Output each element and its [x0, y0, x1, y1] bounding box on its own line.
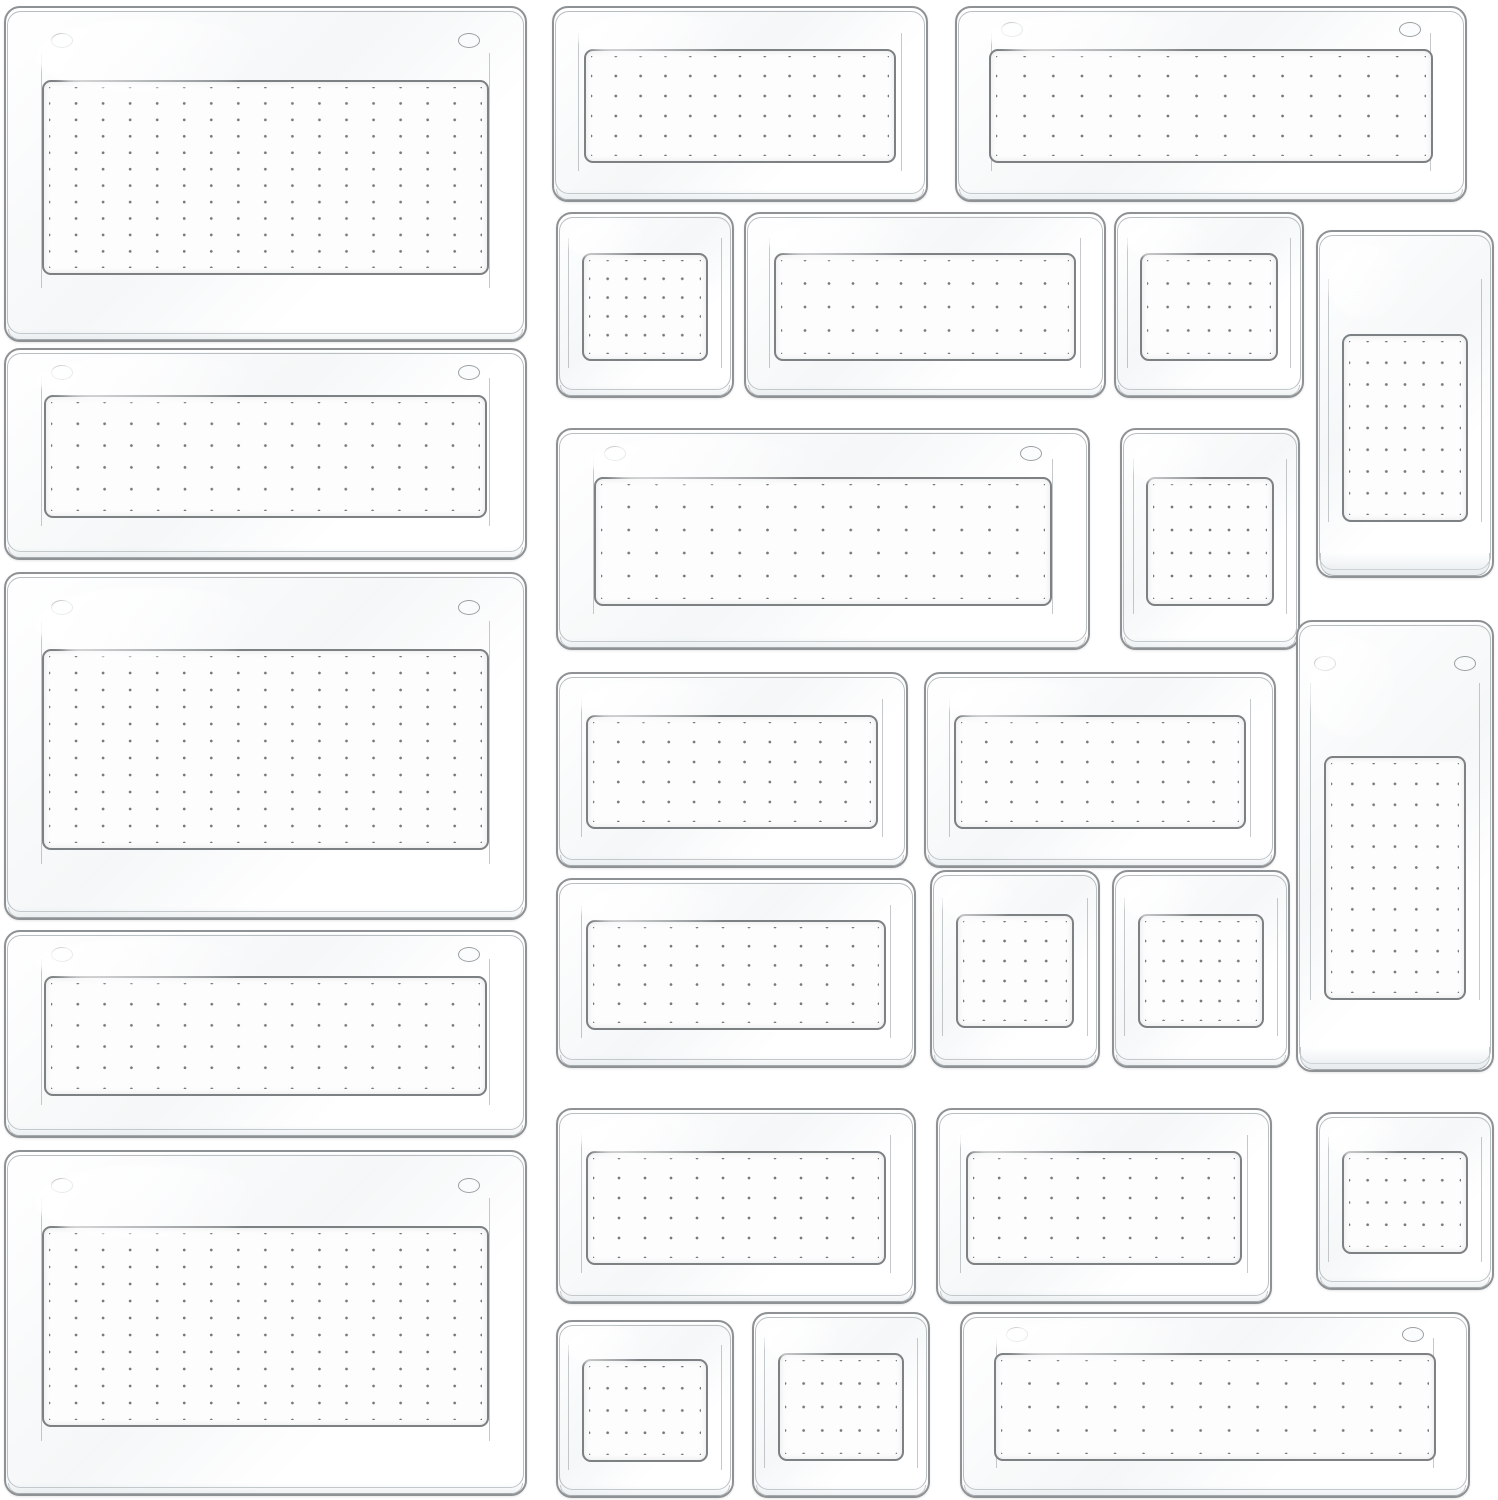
bin-floor	[44, 395, 487, 518]
bin-floor	[1324, 756, 1466, 1000]
bin-side-fold-right	[1481, 1137, 1482, 1262]
non-slip-dot-pattern	[49, 656, 482, 843]
bin-side-fold-left	[942, 898, 943, 1037]
bin-corner-nub	[458, 600, 480, 615]
wide-tray-bottom-right	[960, 1312, 1470, 1498]
small-tray-bottom-2	[752, 1312, 930, 1498]
bin-side-fold-right	[1080, 238, 1081, 368]
long-shallow-tray-left-2	[4, 930, 527, 1138]
bin-side-fold-left	[581, 1135, 582, 1272]
medium-tray-row4-2	[924, 672, 1276, 868]
bin-side-fold-right	[1250, 699, 1251, 836]
non-slip-dot-pattern	[49, 1233, 482, 1420]
bin-side-fold-right	[721, 238, 722, 368]
bin-side-fold-right	[489, 1198, 490, 1440]
bin-side-fold-left	[949, 699, 950, 836]
non-slip-dot-pattern	[1001, 1360, 1429, 1454]
bin-side-fold-right	[890, 1135, 891, 1272]
wide-tray-top-right	[955, 6, 1467, 202]
small-tray-row3-2	[1120, 428, 1300, 650]
bin-corner-nub	[1006, 1327, 1028, 1342]
bin-side-fold-right	[489, 378, 490, 526]
bin-side-fold-left	[769, 238, 770, 368]
bin-side-fold-right	[1481, 279, 1482, 523]
non-slip-dot-pattern	[51, 983, 480, 1089]
bin-side-fold-right	[721, 1345, 722, 1470]
bin-side-fold-left	[1328, 279, 1329, 523]
bin-corner-nub	[1399, 22, 1421, 37]
non-slip-dot-pattern	[49, 87, 482, 268]
bin-side-fold-left	[578, 33, 579, 170]
bin-floor	[956, 914, 1074, 1028]
bin-side-fold-left	[1328, 1137, 1329, 1262]
bin-side-fold-right	[1247, 1135, 1248, 1272]
bin-side-fold-right	[882, 699, 883, 836]
non-slip-dot-pattern	[996, 56, 1426, 156]
bin-side-fold-left	[1124, 898, 1125, 1037]
bin-floor	[954, 715, 1246, 829]
non-slip-dot-pattern	[589, 260, 701, 354]
bin-side-fold-right	[489, 53, 490, 288]
bin-corner-nub	[458, 365, 480, 380]
non-slip-dot-pattern	[1349, 1158, 1461, 1247]
bin-side-fold-left	[568, 238, 569, 368]
non-slip-dot-pattern	[1147, 260, 1271, 354]
non-slip-dot-pattern	[589, 1366, 701, 1455]
bin-floor	[586, 715, 878, 829]
bin-side-fold-right	[489, 621, 490, 865]
bin-side-fold-right	[1290, 238, 1291, 368]
medium-tray-row4-1	[556, 672, 908, 868]
bin-floor	[966, 1151, 1242, 1265]
bin-side-fold-right	[1277, 898, 1278, 1037]
bin-side-fold-right	[1479, 683, 1480, 999]
bin-side-fold-left	[1133, 459, 1134, 614]
non-slip-dot-pattern	[51, 402, 480, 511]
long-shallow-tray-left-1	[4, 348, 527, 560]
bin-side-fold-left	[41, 378, 42, 526]
bin-floor	[994, 1353, 1436, 1461]
bin-floor	[989, 49, 1433, 163]
bin-corner-nub	[51, 33, 73, 48]
medium-tray-top-center	[552, 6, 928, 202]
medium-tray-row6-2	[936, 1108, 1272, 1304]
bin-corner-nub	[1020, 446, 1042, 461]
non-slip-dot-pattern	[593, 1158, 879, 1258]
bin-side-fold-right	[890, 905, 891, 1038]
small-tray-row6-3	[1316, 1112, 1494, 1290]
non-slip-dot-pattern	[593, 722, 871, 822]
bin-side-fold-left	[41, 959, 42, 1105]
bin-corner-nub	[51, 600, 73, 615]
bin-side-fold-left	[1310, 683, 1311, 999]
non-slip-dot-pattern	[591, 56, 889, 156]
large-tray-left-middle	[4, 572, 527, 920]
bin-floor	[1138, 914, 1264, 1028]
small-tray-row2-3	[1114, 212, 1304, 398]
bin-corner-nub	[458, 1178, 480, 1193]
medium-tray-row6-1	[556, 1108, 916, 1304]
bin-corner-nub	[51, 947, 73, 962]
bin-corner-nub	[458, 947, 480, 962]
tall-deep-bin-right-2	[1296, 620, 1494, 1072]
non-slip-dot-pattern	[781, 260, 1069, 354]
small-tray-row5-2	[930, 870, 1100, 1068]
small-tray-row2-1	[556, 212, 734, 398]
bin-floor	[42, 1226, 489, 1427]
bin-floor	[1146, 477, 1274, 606]
medium-tray-row5-1	[556, 878, 916, 1068]
bin-side-fold-left	[764, 1338, 765, 1468]
bin-floor	[584, 49, 896, 163]
bin-side-fold-left	[581, 905, 582, 1038]
non-slip-dot-pattern	[601, 484, 1045, 599]
bin-floor	[1342, 1151, 1468, 1254]
bin-floor	[42, 649, 489, 850]
large-tray-top-left	[4, 6, 527, 342]
bin-floor	[42, 80, 489, 275]
non-slip-dot-pattern	[1145, 921, 1257, 1021]
large-tray-bottom-left	[4, 1150, 527, 1496]
bin-side-fold-left	[581, 699, 582, 836]
bin-corner-nub	[1001, 22, 1023, 37]
bin-corner-nub	[458, 33, 480, 48]
bin-corner-nub	[51, 1178, 73, 1193]
bin-floor	[586, 920, 886, 1030]
non-slip-dot-pattern	[1349, 341, 1461, 515]
bin-side-fold-left	[1127, 238, 1128, 368]
small-tray-bottom-1	[556, 1320, 734, 1498]
bin-side-fold-right	[489, 959, 490, 1105]
medium-tray-row2-2	[744, 212, 1106, 398]
bin-side-fold-right	[901, 33, 902, 170]
non-slip-dot-pattern	[973, 1158, 1235, 1258]
bin-corner-nub	[604, 446, 626, 461]
non-slip-dot-pattern	[1153, 484, 1267, 599]
bin-side-fold-right	[917, 1338, 918, 1468]
tall-deep-bin-right-1	[1316, 230, 1494, 578]
bin-side-fold-right	[1087, 898, 1088, 1037]
non-slip-dot-pattern	[785, 1360, 897, 1454]
non-slip-dot-pattern	[593, 927, 879, 1023]
long-tray-row3-1	[556, 428, 1090, 650]
bin-floor	[44, 976, 487, 1096]
bin-floor	[582, 1359, 708, 1462]
bin-floor	[774, 253, 1076, 361]
bin-side-fold-left	[568, 1345, 569, 1470]
non-slip-dot-pattern	[1331, 763, 1459, 993]
non-slip-dot-pattern	[963, 921, 1067, 1021]
bin-corner-nub	[1314, 656, 1336, 671]
bin-corner-nub	[51, 365, 73, 380]
non-slip-dot-pattern	[961, 722, 1239, 822]
bin-corner-nub	[1402, 1327, 1424, 1342]
bin-floor	[778, 1353, 904, 1461]
bin-floor	[582, 253, 708, 361]
bin-floor	[594, 477, 1052, 606]
bin-floor	[1342, 334, 1468, 522]
bin-side-fold-left	[960, 1135, 961, 1272]
bin-side-fold-right	[1286, 459, 1287, 614]
small-tray-row5-3	[1112, 870, 1290, 1068]
bin-floor	[1140, 253, 1278, 361]
bin-floor	[586, 1151, 886, 1265]
